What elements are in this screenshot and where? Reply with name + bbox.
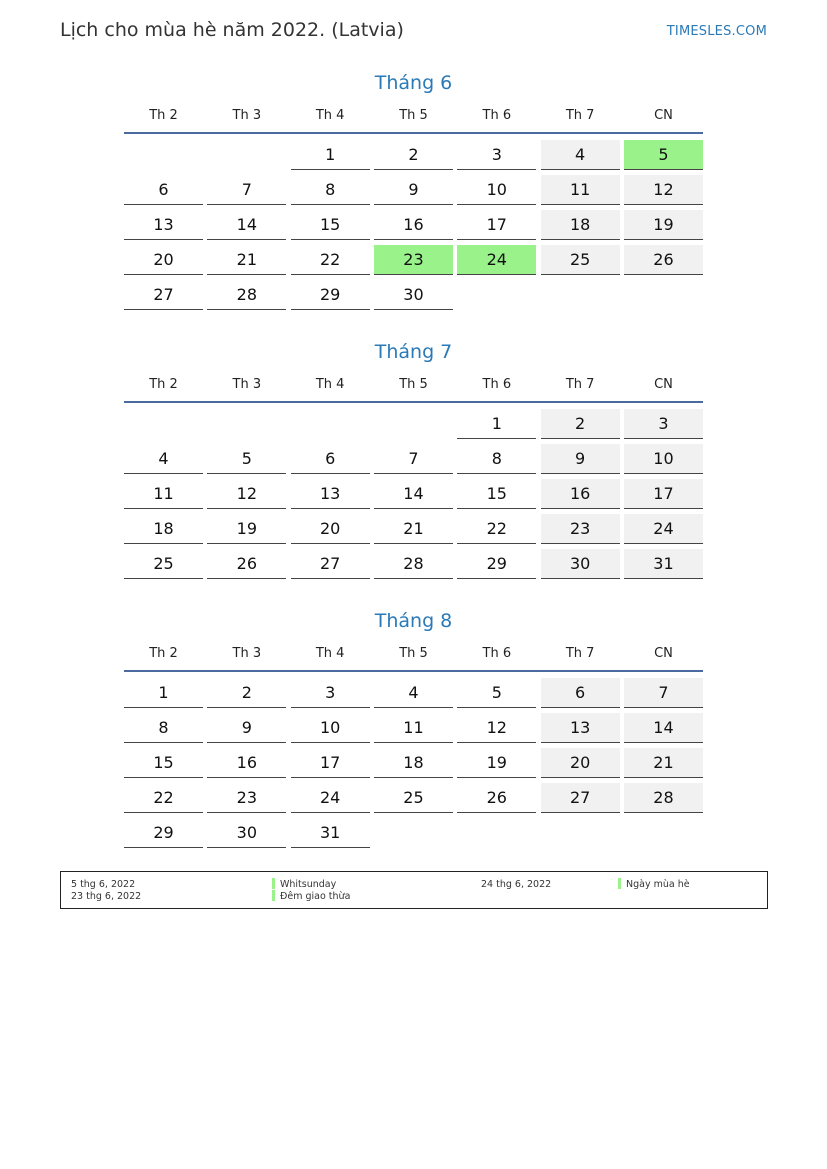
day-cell: 24 bbox=[291, 783, 370, 813]
weekday-label: Th 7 bbox=[565, 108, 595, 123]
weekday-label: Th 3 bbox=[232, 377, 262, 392]
day-cell: 24 bbox=[624, 514, 703, 544]
day-cell: 30 bbox=[374, 280, 453, 310]
day-cell: 31 bbox=[624, 549, 703, 579]
legend-color-bar bbox=[618, 878, 621, 889]
day-cell: 4 bbox=[374, 678, 453, 708]
day-cell: 18 bbox=[541, 210, 620, 240]
header-divider bbox=[124, 132, 703, 134]
day-cell: 11 bbox=[124, 479, 203, 509]
day-cell: 12 bbox=[457, 713, 536, 743]
day-cell: 29 bbox=[457, 549, 536, 579]
day-cell: 19 bbox=[207, 514, 286, 544]
legend-name: Đêm giao thừa bbox=[280, 891, 351, 902]
weekday-label: Th 5 bbox=[399, 646, 428, 661]
weekday-header bbox=[124, 375, 703, 395]
weekday-label: CN bbox=[654, 108, 673, 123]
day-cell: 30 bbox=[207, 818, 286, 848]
legend-name: Ngày mùa hè bbox=[626, 879, 690, 890]
day-cell: 3 bbox=[291, 678, 370, 708]
day-cell: 20 bbox=[541, 748, 620, 778]
day-cell: 20 bbox=[291, 514, 370, 544]
empty-day-cell bbox=[207, 140, 286, 170]
day-cell: 31 bbox=[291, 818, 370, 848]
day-cell: 10 bbox=[457, 175, 536, 205]
day-cell: 22 bbox=[291, 245, 370, 275]
day-cell: 9 bbox=[541, 444, 620, 474]
day-cell: 5 bbox=[457, 678, 536, 708]
day-cell: 8 bbox=[124, 713, 203, 743]
month-calendar bbox=[124, 338, 703, 579]
day-cell: 16 bbox=[207, 748, 286, 778]
day-cell: 9 bbox=[374, 175, 453, 205]
day-cell: 5 bbox=[207, 444, 286, 474]
empty-day-cell bbox=[124, 140, 203, 170]
legend-name: Whitsunday bbox=[280, 879, 337, 890]
day-cell: 1 bbox=[124, 678, 203, 708]
legend-color-bar bbox=[272, 890, 275, 901]
day-cell: 27 bbox=[541, 783, 620, 813]
day-cell: 9 bbox=[207, 713, 286, 743]
day-cell: 17 bbox=[291, 748, 370, 778]
day-cell: 21 bbox=[374, 514, 453, 544]
month-title: Tháng 8 bbox=[374, 610, 453, 632]
day-cell: 23 bbox=[207, 783, 286, 813]
day-cell: 12 bbox=[207, 479, 286, 509]
day-cell: 10 bbox=[291, 713, 370, 743]
legend-date: 23 thg 6, 2022 bbox=[71, 891, 142, 902]
weekday-label: Th 4 bbox=[315, 377, 345, 392]
weekday-label: Th 4 bbox=[315, 108, 345, 123]
day-cell: 7 bbox=[624, 678, 703, 708]
day-cell: 5 bbox=[624, 140, 703, 170]
day-cell: 19 bbox=[457, 748, 536, 778]
weekday-label: Th 7 bbox=[565, 377, 595, 392]
day-cell: 2 bbox=[541, 409, 620, 439]
day-cell: 12 bbox=[624, 175, 703, 205]
weekday-label: Th 3 bbox=[232, 108, 262, 123]
weekday-label: CN bbox=[654, 646, 673, 661]
day-cell: 28 bbox=[624, 783, 703, 813]
day-cell: 13 bbox=[291, 479, 370, 509]
header-divider bbox=[124, 401, 703, 403]
empty-day-cell bbox=[374, 409, 453, 439]
weekday-label: Th 2 bbox=[149, 377, 178, 392]
header-divider bbox=[124, 670, 703, 672]
month-title: Tháng 6 bbox=[374, 72, 453, 94]
day-cell: 2 bbox=[207, 678, 286, 708]
day-cell: 6 bbox=[541, 678, 620, 708]
weekday-header bbox=[124, 644, 703, 664]
day-cell: 26 bbox=[624, 245, 703, 275]
day-cell: 28 bbox=[207, 280, 286, 310]
month-calendar bbox=[124, 69, 703, 310]
day-grid bbox=[124, 409, 703, 579]
day-cell: 11 bbox=[541, 175, 620, 205]
day-cell: 6 bbox=[291, 444, 370, 474]
day-cell: 25 bbox=[124, 549, 203, 579]
day-cell: 18 bbox=[124, 514, 203, 544]
day-cell: 2 bbox=[374, 140, 453, 170]
day-cell: 1 bbox=[457, 409, 536, 439]
day-cell: 14 bbox=[374, 479, 453, 509]
day-cell: 25 bbox=[374, 783, 453, 813]
weekday-label: Th 2 bbox=[149, 646, 178, 661]
weekday-label: Th 5 bbox=[399, 377, 428, 392]
day-cell: 16 bbox=[374, 210, 453, 240]
weekday-label: CN bbox=[654, 377, 673, 392]
day-cell: 8 bbox=[291, 175, 370, 205]
day-cell: 13 bbox=[541, 713, 620, 743]
empty-day-cell bbox=[291, 409, 370, 439]
day-cell: 22 bbox=[457, 514, 536, 544]
day-cell: 11 bbox=[374, 713, 453, 743]
day-cell: 13 bbox=[124, 210, 203, 240]
day-cell: 6 bbox=[124, 175, 203, 205]
day-cell: 27 bbox=[291, 549, 370, 579]
day-grid bbox=[124, 140, 703, 310]
day-cell: 26 bbox=[207, 549, 286, 579]
page-title: Lịch cho mùa hè năm 2022. (Latvia) bbox=[60, 19, 404, 41]
day-cell: 15 bbox=[124, 748, 203, 778]
day-cell: 7 bbox=[207, 175, 286, 205]
legend-date: 24 thg 6, 2022 bbox=[481, 879, 552, 890]
day-cell: 10 bbox=[624, 444, 703, 474]
day-cell: 8 bbox=[457, 444, 536, 474]
weekday-label: Th 6 bbox=[482, 646, 512, 661]
day-cell: 14 bbox=[624, 713, 703, 743]
holiday-legend bbox=[60, 871, 768, 909]
day-cell: 7 bbox=[374, 444, 453, 474]
day-cell: 15 bbox=[291, 210, 370, 240]
legend-date: 5 thg 6, 2022 bbox=[71, 879, 136, 890]
day-cell: 16 bbox=[541, 479, 620, 509]
day-cell: 19 bbox=[624, 210, 703, 240]
weekday-label: Th 4 bbox=[315, 646, 345, 661]
weekday-header bbox=[124, 106, 703, 126]
month-title: Tháng 7 bbox=[374, 341, 453, 363]
day-cell: 15 bbox=[457, 479, 536, 509]
month-calendar bbox=[124, 607, 703, 848]
day-cell: 21 bbox=[624, 748, 703, 778]
day-cell: 30 bbox=[541, 549, 620, 579]
day-cell: 17 bbox=[624, 479, 703, 509]
weekday-label: Th 5 bbox=[399, 108, 428, 123]
empty-day-cell bbox=[207, 409, 286, 439]
day-cell: 18 bbox=[374, 748, 453, 778]
day-cell: 3 bbox=[624, 409, 703, 439]
empty-day-cell bbox=[124, 409, 203, 439]
weekday-label: Th 3 bbox=[232, 646, 262, 661]
day-cell: 17 bbox=[457, 210, 536, 240]
day-cell: 24 bbox=[457, 245, 536, 275]
day-cell: 29 bbox=[291, 280, 370, 310]
day-cell: 23 bbox=[374, 245, 453, 275]
day-cell: 29 bbox=[124, 818, 203, 848]
day-cell: 25 bbox=[541, 245, 620, 275]
legend-color-bar bbox=[272, 878, 275, 889]
day-cell: 21 bbox=[207, 245, 286, 275]
day-grid bbox=[124, 678, 703, 848]
day-cell: 3 bbox=[457, 140, 536, 170]
site-link[interactable]: TIMESLES.COM bbox=[666, 24, 767, 39]
day-cell: 26 bbox=[457, 783, 536, 813]
day-cell: 22 bbox=[124, 783, 203, 813]
day-cell: 4 bbox=[124, 444, 203, 474]
day-cell: 1 bbox=[291, 140, 370, 170]
weekday-label: Th 6 bbox=[482, 377, 512, 392]
day-cell: 23 bbox=[541, 514, 620, 544]
day-cell: 20 bbox=[124, 245, 203, 275]
weekday-label: Th 7 bbox=[565, 646, 595, 661]
weekday-label: Th 6 bbox=[482, 108, 512, 123]
day-cell: 4 bbox=[541, 140, 620, 170]
weekday-label: Th 2 bbox=[149, 108, 178, 123]
day-cell: 27 bbox=[124, 280, 203, 310]
day-cell: 28 bbox=[374, 549, 453, 579]
day-cell: 14 bbox=[207, 210, 286, 240]
